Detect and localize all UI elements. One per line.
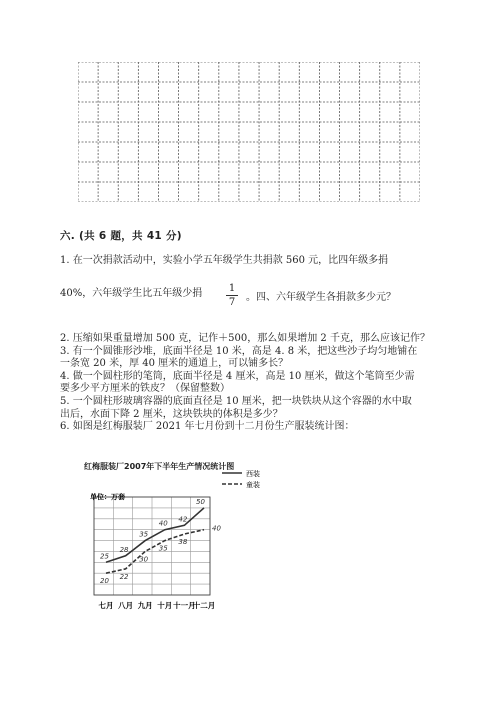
data-label: 35 — [139, 530, 149, 539]
fraction-bar — [226, 295, 238, 296]
x-tick-label: 八月 — [118, 601, 134, 610]
x-tick-label: 十月 — [157, 601, 173, 610]
data-label: 50 — [196, 497, 205, 506]
legend-label: 西装 — [246, 470, 260, 478]
data-label: 40 — [158, 519, 168, 528]
question-4-line-1: 4. 做一个圆柱形的笔筒，底面半径是 4 厘米，高是 10 厘米，做这个笔筒至少需 — [60, 370, 415, 382]
fraction-numerator: 1 — [228, 283, 236, 294]
question-1-line-1: 1. 在一次捐款活动中，实验小学五年级学生共捐款 560 元，比四年级多捐 — [60, 255, 389, 266]
y-axis-label: 单位：万套 — [90, 493, 125, 501]
question-1-line-2-end: 。四、六年级学生各捐款多少元？ — [246, 292, 396, 303]
data-label: 38 — [178, 538, 188, 546]
x-tick-label: 十一月 — [173, 601, 196, 610]
chart-title: 红梅服装厂2007年下半年生产情况统计图 — [84, 462, 235, 471]
fraction — [226, 283, 238, 308]
question-5-line-2: 出后，水面下降 2 厘米，这块铁块的体积是多少？ — [60, 408, 283, 420]
question-1-line-2: 40%，六年级学生比五年级少捐 — [60, 288, 203, 299]
question-3-line-2: 一条宽 20 米，厚 40 厘米的通道上，可以铺多长？ — [60, 358, 289, 370]
data-label: 42 — [178, 515, 188, 524]
x-tick-label: 七月 — [98, 601, 114, 610]
data-label: 22 — [119, 572, 129, 581]
question-4-line-2: 要多少平方厘米的铁皮？（保留整数） — [60, 383, 230, 395]
data-label: 30 — [139, 555, 149, 564]
data-label: 25 — [100, 552, 109, 561]
question-block — [60, 333, 450, 434]
fraction-denominator: 7 — [228, 297, 236, 308]
question-2: 2. 压缩如果重量增加 500 克，记作＋500，那么如果增加 2 千克，那么应该记作？ — [60, 333, 430, 344]
legend-label: 童装 — [246, 481, 260, 489]
x-tick-label: 十二月 — [192, 601, 216, 610]
line-chart — [80, 455, 340, 615]
series-line-1 — [106, 508, 204, 562]
x-tick-label: 九月 — [137, 601, 153, 610]
data-label: 35 — [158, 544, 168, 553]
question-3-line-1: 3. 有一个圆锥形沙堆，底面半径是 10 米，高是 4. 8 米，把这些沙子均匀地铺在 — [60, 345, 418, 357]
question-5-line-1: 5. 一个圆柱形玻璃容器的底面直径是 10 厘米，把一块铁块从这个容器的水中取 — [60, 395, 412, 407]
data-label: 40 — [212, 524, 221, 533]
writing-grid — [78, 62, 420, 202]
data-label: 28 — [119, 545, 129, 554]
data-label: 20 — [100, 577, 109, 586]
section-title: 六. (共 6 题，共 41 分) — [60, 230, 182, 242]
question-6: 6. 如图是红梅服装厂 2021 年七月份到十二月份生产服装统计图： — [60, 421, 355, 433]
